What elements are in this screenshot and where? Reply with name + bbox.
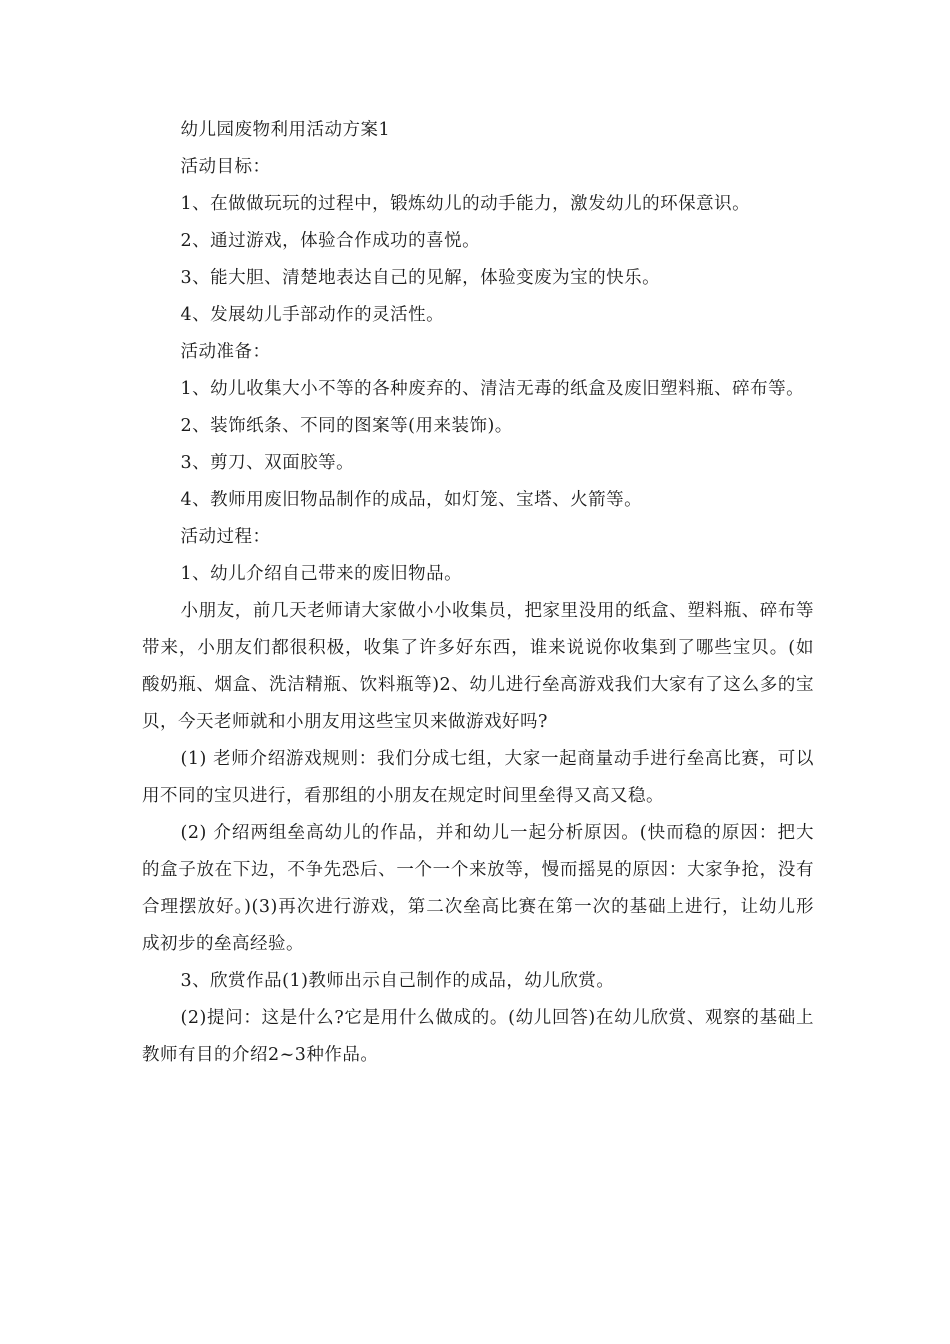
preparation-item-1: 1、幼儿收集大小不等的各种废弃的、清洁无毒的纸盒及废旧塑料瓶、碎布等。 bbox=[180, 379, 805, 399]
goal-item-3: 3、能大胆、清楚地表达自己的见解，体验变废为宝的快乐。 bbox=[180, 268, 661, 288]
process-substep-1: (1) 老师介绍游戏规则：我们分成七组，大家一起商量动手进行垒高比赛，可以用不同的宝贝进行，看那组的小朋友在规定时间里垒得又高又稳。 bbox=[142, 749, 814, 806]
goal-item-1: 1、在做做玩玩的过程中，锻炼幼儿的动手能力，激发幼儿的环保意识。 bbox=[180, 194, 751, 214]
section-heading-preparation: 活动准备： bbox=[180, 342, 271, 362]
preparation-item-4: 4、教师用废旧物品制作的成品，如灯笼、宝塔、火箭等。 bbox=[180, 490, 643, 510]
process-substep-question: (2)提问：这是什么?它是用什么做成的。(幼儿回答)在幼儿欣赏、观察的基础上教师有目的介绍2~3种作品。 bbox=[142, 1008, 814, 1065]
document-title: 幼儿园废物利用活动方案1 bbox=[180, 120, 391, 140]
goal-item-4: 4、发展幼儿手部动作的灵活性。 bbox=[180, 305, 445, 325]
section-heading-process: 活动过程： bbox=[180, 527, 271, 547]
section-heading-goals: 活动目标： bbox=[180, 157, 271, 177]
goal-item-2: 2、通过游戏，体验合作成功的喜悦。 bbox=[180, 231, 481, 251]
process-paragraph-intro: 小朋友，前几天老师请大家做小小收集员，把家里没用的纸盒、塑料瓶、碎布等带来，小朋友们都很积极，收集了许多好东西，谁来说说你收集到了哪些宝贝。(如酸奶瓶、烟盒、洗洁精瓶、饮料瓶等)2、幼儿进行垒高游戏我们大家有了这么多的宝贝，今天老师就和小朋友用这些宝贝来做游戏好吗? bbox=[142, 601, 814, 732]
process-step-1: 1、幼儿介绍自己带来的废旧物品。 bbox=[180, 564, 463, 584]
process-substep-2: (2) 介绍两组垒高幼儿的作品，并和幼儿一起分析原因。(快而稳的原因：把大的盒子放在下边，不争先恐后、一个一个来放等，慢而摇晃的原因：大家争抢，没有合理摆放好。)(3)再次进行游戏，第二次垒高比赛在第一次的基础上进行，让幼儿形成初步的垒高经验。 bbox=[142, 823, 814, 954]
document-body bbox=[142, 112, 814, 1074]
preparation-item-3: 3、剪刀、双面胶等。 bbox=[180, 453, 355, 473]
process-step-3: 3、欣赏作品(1)教师出示自己制作的成品，幼儿欣赏。 bbox=[180, 971, 615, 991]
preparation-item-2: 2、装饰纸条、不同的图案等(用来装饰)。 bbox=[180, 416, 513, 436]
